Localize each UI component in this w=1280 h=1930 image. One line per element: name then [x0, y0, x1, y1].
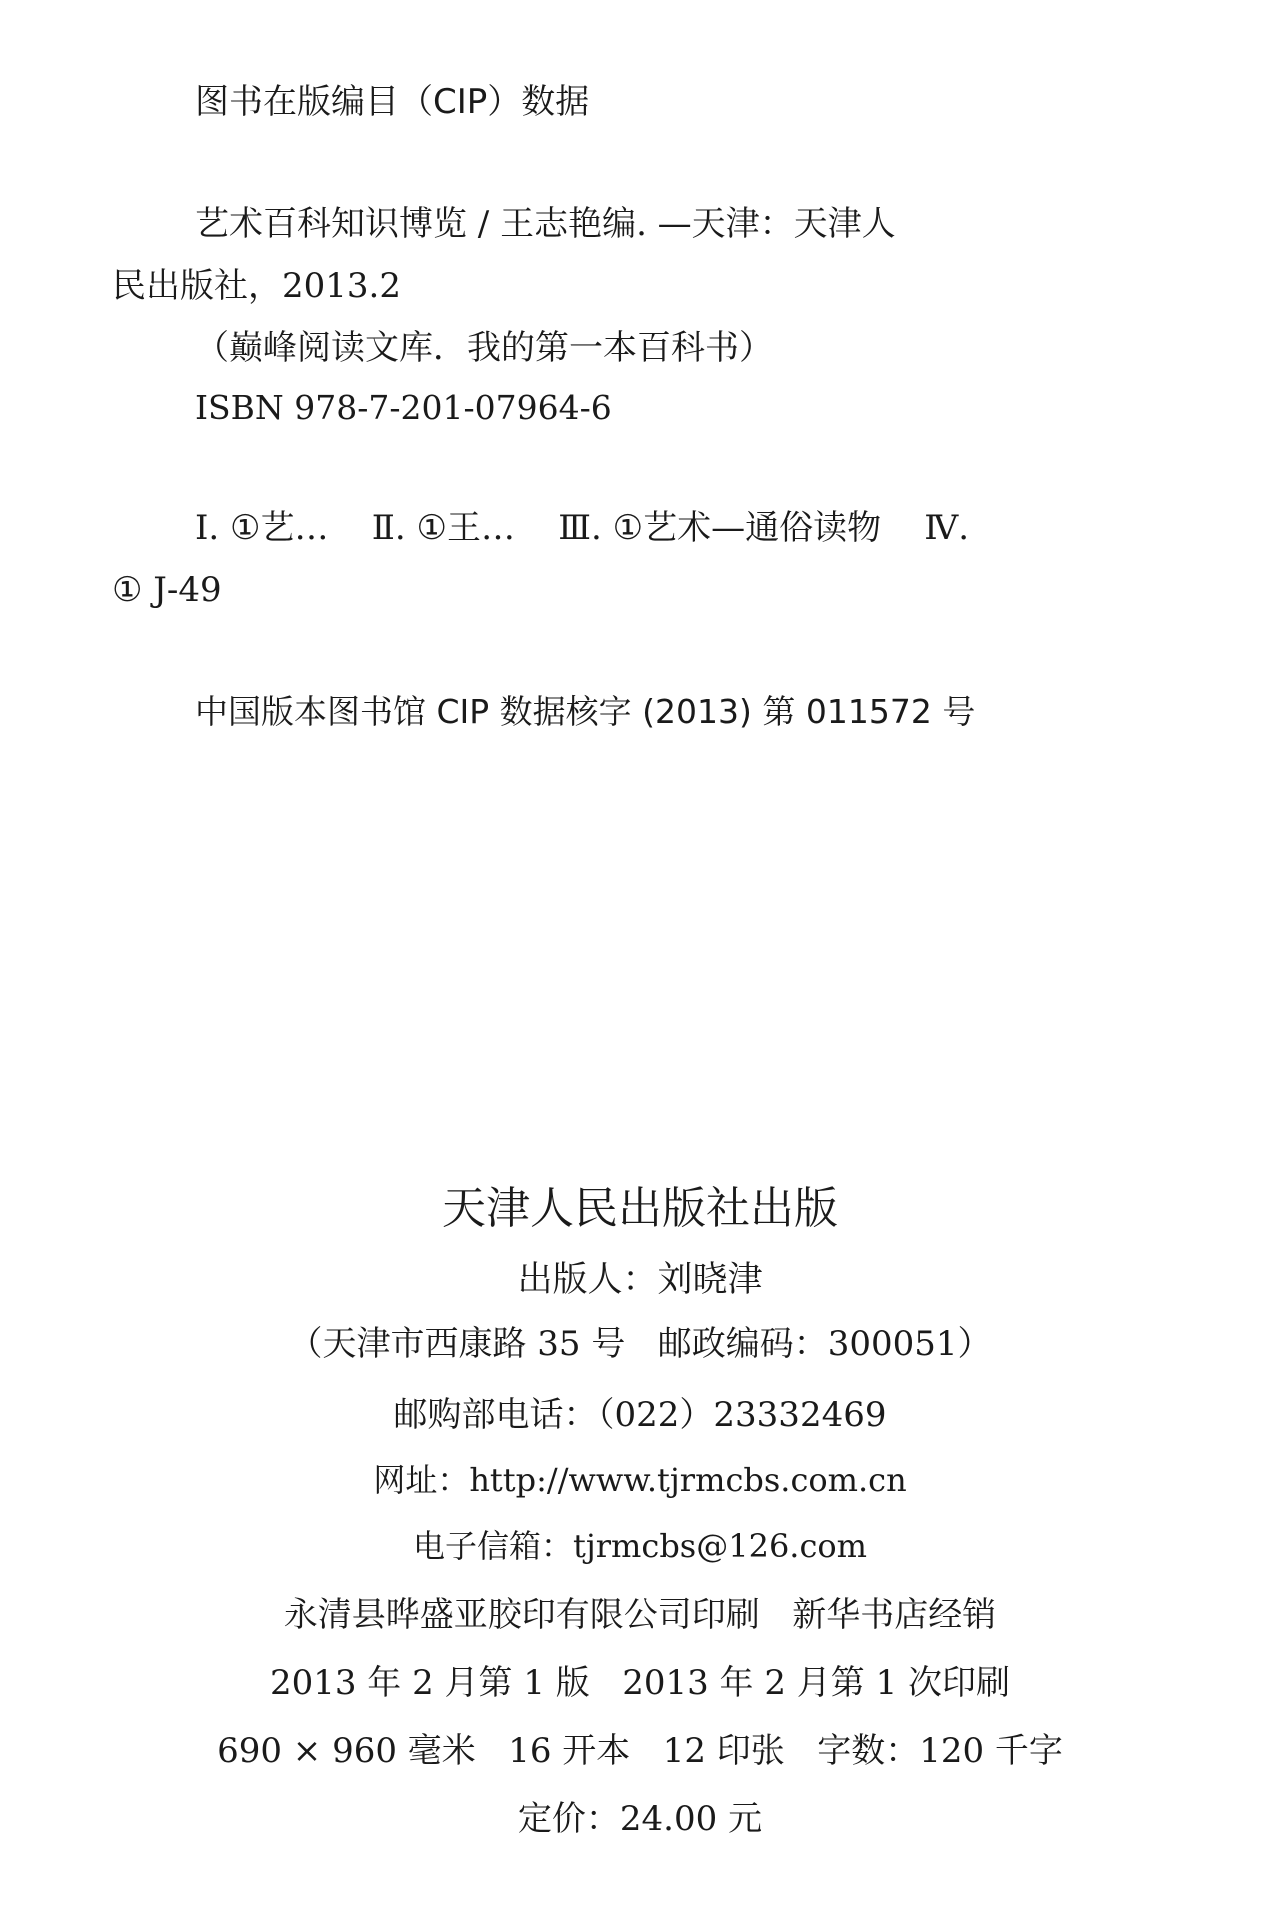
imprint-email: 电子信箱：tjrmcbs@126.com [412, 1527, 868, 1565]
cip-publisher-line: 民出版社，2013.2 [112, 266, 401, 306]
imprint-phone: 邮购部电话：（022）23332469 [393, 1395, 887, 1435]
cip-record-number: 中国版本图书馆 CIP 数据核字 (2013) 第 011572 号 [195, 692, 976, 731]
imprint-publisher: 天津人民出版社出版 [442, 1183, 838, 1234]
cip-heading: 图书在版编目（CIP）数据 [195, 82, 590, 122]
cip-isbn: ISBN 978-7-201-07964-6 [195, 388, 612, 427]
cip-series-line: （巅峰阅读文库．我的第一本百科书） [195, 328, 773, 368]
imprint-specs: 690 × 960 毫米 16 开本 12 印张 字数：120 千字 [217, 1731, 1063, 1771]
imprint-website: 网址：http://www.tjrmcbs.com.cn [373, 1461, 907, 1499]
imprint-publisher-person: 出版人：刘晓津 [517, 1260, 763, 1300]
cip-title-line: 艺术百科知识博览 / 王志艳编. —天津：天津人 [195, 204, 896, 244]
imprint-edition: 2013 年 2 月第 1 版 2013 年 2 月第 1 次印刷 [269, 1663, 1011, 1703]
cip-subject-line: Ⅰ. ①艺… Ⅱ. ①王… Ⅲ. ①艺术—通俗读物 Ⅳ. [195, 508, 970, 548]
imprint-address: （天津市西康路 35 号 邮政编码：300051） [288, 1324, 992, 1364]
imprint-printer: 永清县晔盛亚胶印有限公司印刷 新华书店经销 [283, 1595, 997, 1635]
cip-classification: ① J-49 [112, 570, 222, 610]
imprint-price: 定价：24.00 元 [517, 1799, 763, 1839]
